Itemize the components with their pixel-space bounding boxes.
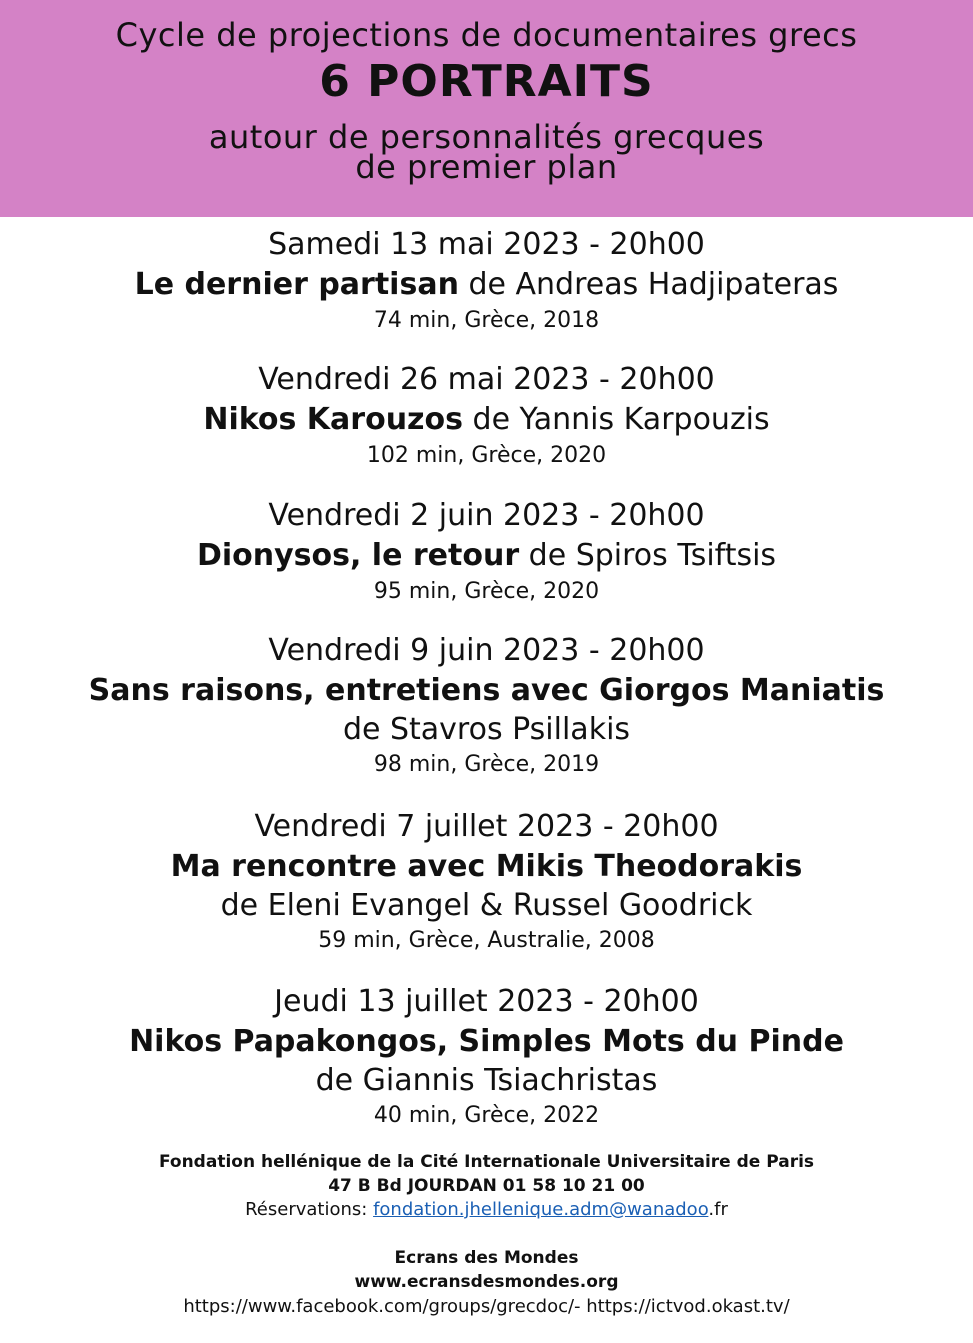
header-subtitle-line1: autour de personnalités grecques <box>208 118 765 156</box>
page-title: 6 PORTRAITS <box>319 56 654 107</box>
event-meta: 95 min, Grèce, 2020 <box>373 579 600 604</box>
event-date: Jeudi 13 juillet 2023 - 20h00 <box>274 984 699 1019</box>
footer-org: Ecrans des Mondes <box>394 1248 579 1268</box>
event-date: Vendredi 9 juin 2023 - 20h00 <box>268 633 705 668</box>
event-date: Vendredi 26 mai 2023 - 20h00 <box>258 362 715 397</box>
event-director: de Andreas Hadjipateras <box>458 267 839 302</box>
footer-links[interactable]: https://www.facebook.com/groups/grecdoc/- https://ictvod.okast.tv/ <box>183 1296 790 1317</box>
event-film <box>0 847 973 887</box>
reservations-email-suffix: .fr <box>708 1199 728 1220</box>
event-date: Samedi 13 mai 2023 - 20h00 <box>268 227 705 262</box>
event-title: Sans raisons, entretiens avec Giorgos Maniatis <box>88 673 885 708</box>
event-meta: 40 min, Grèce, 2022 <box>373 1103 600 1128</box>
event-director: de Yannis Karpouzis <box>462 402 770 437</box>
event-title: Dionysos, le retour <box>196 538 520 573</box>
event-meta: 98 min, Grèce, 2019 <box>373 752 600 777</box>
event-6 <box>0 982 973 1132</box>
footer-org-site[interactable]: www.ecransdesmondes.org <box>354 1272 619 1292</box>
event-meta: 59 min, Grèce, Australie, 2008 <box>318 928 655 953</box>
event-film <box>0 671 973 711</box>
event-meta: 102 min, Grèce, 2020 <box>366 443 607 468</box>
event-director: de Spiros Tsiftsis <box>519 538 777 573</box>
header-subtitle-line2: de premier plan <box>355 148 618 186</box>
event-director: de Eleni Evangel & Russel Goodrick <box>220 888 753 923</box>
reservations-email-link[interactable]: fondation.jhellenique.adm@wanadoo <box>373 1199 709 1220</box>
event-title: Ma rencontre avec Mikis Theodorakis <box>170 849 803 884</box>
event-2 <box>0 360 973 472</box>
footer-venue: Fondation hellénique de la Cité Internationale Universitaire de Paris <box>158 1152 815 1172</box>
event-director: de Stavros Psillakis <box>342 712 631 747</box>
event-title: Le dernier partisan <box>134 267 459 302</box>
event-film <box>0 1022 973 1062</box>
footer-address: 47 B Bd JOURDAN 01 58 10 21 00 <box>328 1176 645 1196</box>
header-cycle: Cycle de projections de documentaires grecs <box>115 16 858 54</box>
event-5 <box>0 807 973 957</box>
event-title: Nikos Papakongos, Simples Mots du Pinde <box>129 1024 844 1059</box>
footer-reservations <box>0 1199 973 1220</box>
event-director: de Giannis Tsiachristas <box>315 1063 658 1098</box>
event-film <box>0 536 973 576</box>
reservations-label: Réservations: <box>245 1199 374 1220</box>
header-banner <box>0 0 973 217</box>
event-film <box>0 265 973 305</box>
event-meta: 74 min, Grèce, 2018 <box>373 308 600 333</box>
event-1 <box>0 225 973 337</box>
event-date: Vendredi 7 juillet 2023 - 20h00 <box>254 809 719 844</box>
event-date: Vendredi 2 juin 2023 - 20h00 <box>268 498 705 533</box>
event-title: Nikos Karouzos <box>203 402 463 437</box>
event-film <box>0 400 973 440</box>
event-4 <box>0 631 973 781</box>
event-3 <box>0 496 973 608</box>
